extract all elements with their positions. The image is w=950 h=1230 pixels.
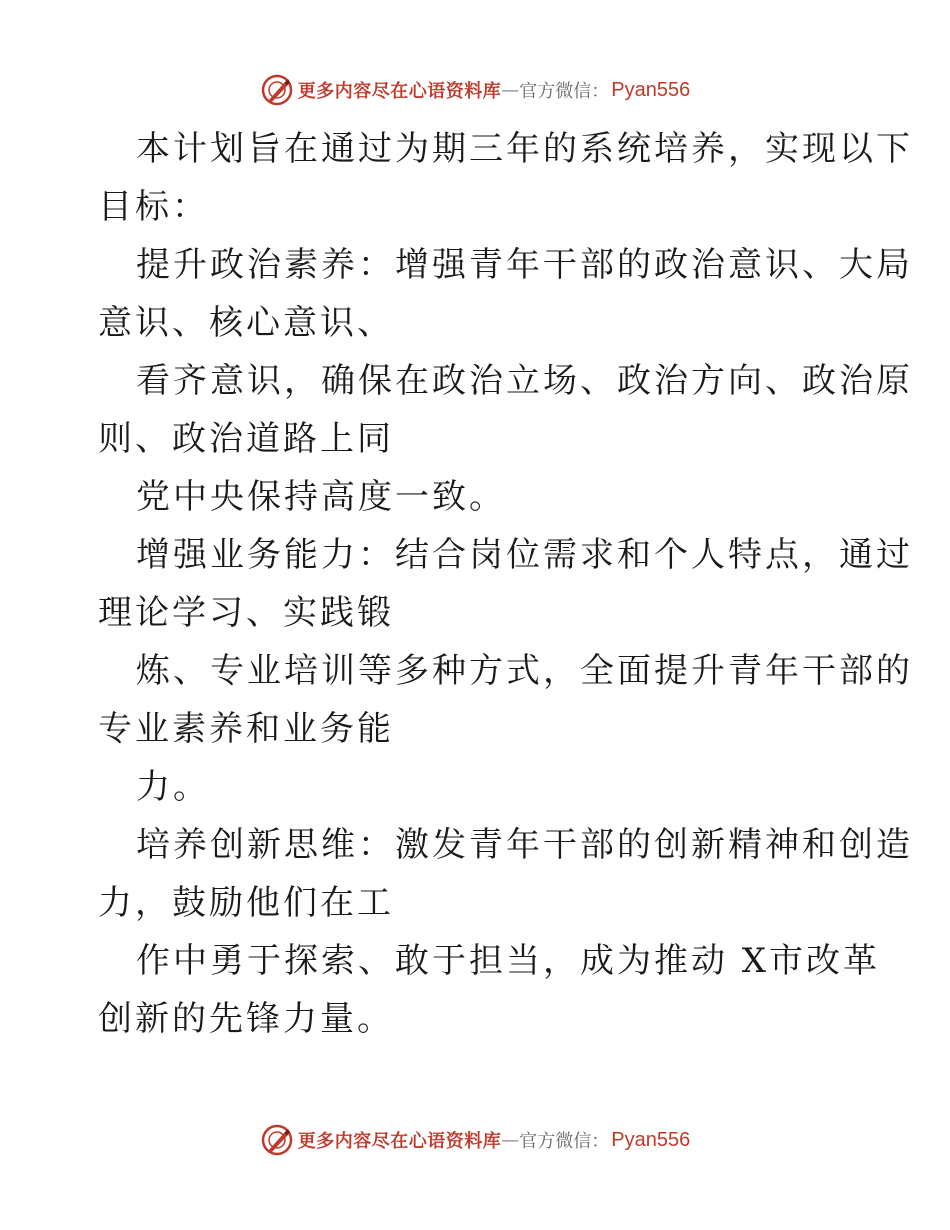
watermark-separator: — (501, 1129, 520, 1151)
text-line: 作中勇于探索、敢于担当，成为推动 X市改革 (136, 941, 881, 981)
watermark-wechat-label: 官方微信： (519, 81, 610, 102)
text-line: 目标： (98, 187, 209, 227)
text-line: 看齐意识，确保在政治立场、政治方向、政治原 (136, 361, 913, 401)
text-line: 增强业务能力：结合岗位需求和个人特点，通过 (136, 535, 913, 575)
text-line: 力，鼓励他们在工 (98, 883, 394, 923)
watermark-wechat-id: Pyan556 (611, 78, 691, 101)
text-line: 专业素养和业务能 (98, 709, 394, 749)
pen-logo-icon (260, 1123, 294, 1157)
text-line: 炼、专业培训等多种方式，全面提升青年干部的 (136, 651, 913, 691)
text-line: 创新的先锋力量。 (98, 999, 394, 1039)
watermark-separator: — (501, 79, 520, 101)
text-line: 则、政治道路上同 (98, 419, 394, 459)
text-line: 力。 (136, 767, 210, 807)
text-line: 提升政治素养：增强青年干部的政治意识、大局 (136, 245, 913, 285)
watermark-wechat-id: Pyan556 (611, 1128, 691, 1151)
text-line: 意识、核心意识、 (98, 303, 394, 343)
pen-logo-icon (260, 73, 294, 107)
footer-watermark (0, 1120, 950, 1160)
watermark-site-text: 更多内容尽在心语资料库 (297, 81, 502, 102)
header-watermark (0, 70, 950, 110)
text-line: 理论学习、实践锻 (98, 593, 394, 633)
text-line: 本计划旨在通过为期三年的系统培养，实现以下 (136, 129, 913, 169)
text-line: 培养创新思维：激发青年干部的创新精神和创造 (136, 825, 913, 865)
document-body (98, 120, 913, 1048)
watermark-wechat-label: 官方微信： (519, 1131, 610, 1152)
watermark-site-text: 更多内容尽在心语资料库 (297, 1131, 502, 1152)
text-line: 党中央保持高度一致。 (136, 477, 506, 517)
